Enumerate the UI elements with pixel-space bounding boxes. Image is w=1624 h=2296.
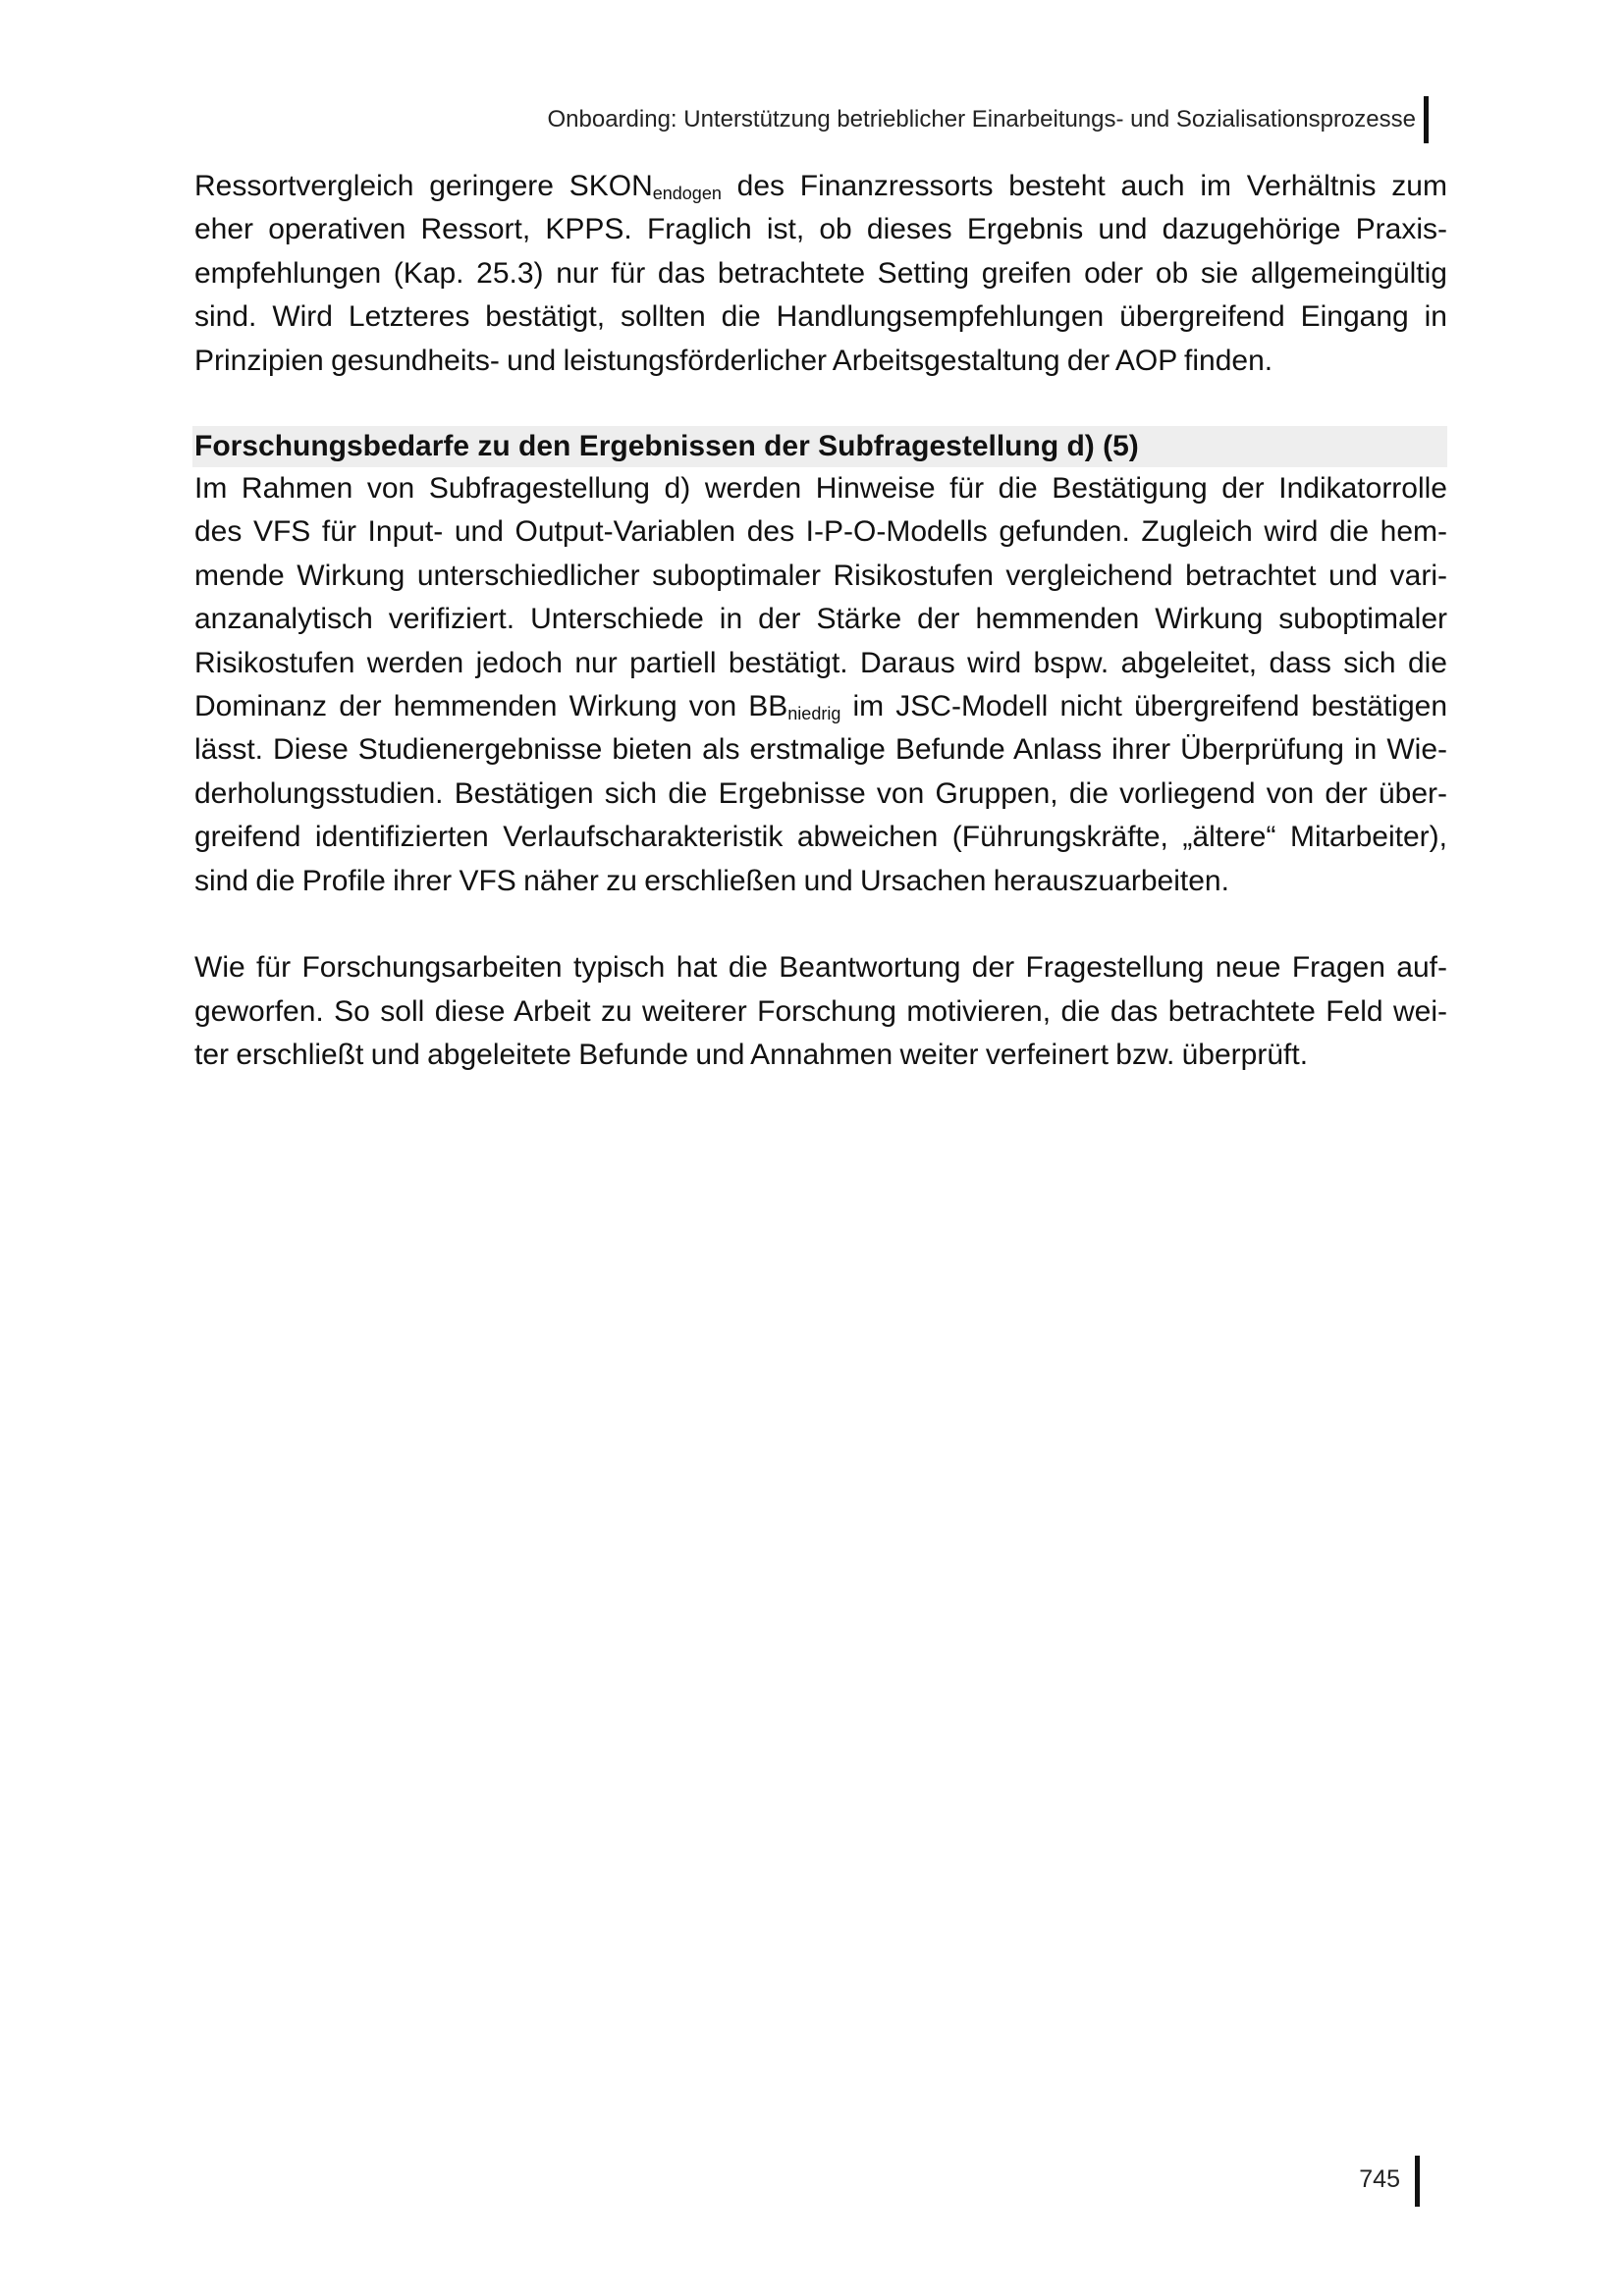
page-number: 745 (1359, 2165, 1400, 2193)
header-rule (1424, 96, 1429, 143)
text-line: derholungsstudien. Bestätigen sich die Ergebnisse von Gruppen, die vorliegend von der über- (194, 776, 1447, 810)
text-line: anzanalytisch verifiziert. Unterschiede in der Stärke der hemmenden Wirkung suboptimaler (194, 603, 1447, 636)
text-fragment: im JSC-Modell nicht übergreifend bestätigen (840, 690, 1447, 723)
subscript-endogen: endogen (652, 184, 722, 203)
text-line: des VFS für Input- und Output-Variablen des I-P-O-Modells gefunden. Zugleich wird die hem- (194, 515, 1447, 549)
text-line: sind die Profile ihrer VFS näher zu erschließen und Ursachen herauszuarbeiten. (194, 864, 1229, 897)
text-line: Wie für Forschungsarbeiten typisch hat die Beantwortung der Fragestellung neue Fragen auf- (194, 951, 1447, 985)
paragraph-forschungsarbeiten (194, 946, 1447, 1077)
paragraph-ressortvergleich (194, 165, 1447, 383)
text-line (194, 165, 1447, 208)
paragraph-spacer (194, 903, 1447, 946)
footer-rule (1415, 2156, 1420, 2207)
text-line: mende Wirkung unterschiedlicher suboptimaler Risikostufen vergleichend betrachtet und vari- (194, 559, 1447, 592)
text-line: geworfen. So soll diese Arbeit zu weiterer Forschung motivieren, die das betrachtete Feld wei- (194, 994, 1447, 1028)
text-line: empfehlungen (Kap. 25.3) nur für das betrachtete Setting greifen oder ob sie allgemeingültig (194, 256, 1447, 290)
text-line: Im Rahmen von Subfragestellung d) werden Hinweise für die Bestätigung der Indikatorrolle (194, 472, 1447, 506)
text-fragment: Ressortvergleich geringere SKON (194, 170, 653, 202)
text-fragment: Dominanz der hemmenden Wirkung von BB (194, 690, 788, 723)
running-header: Onboarding: Unterstützung betrieblicher Einarbeitungs- und Sozialisationsprozesse (547, 106, 1416, 133)
text-line: lässt. Diese Studienergebnisse bieten als erstmalige Befunde Anlass ihrer Überprüfung in Wie- (194, 733, 1447, 767)
subscript-niedrig: niedrig (787, 704, 841, 724)
text-line (194, 685, 1447, 728)
text-line: eher operativen Ressort, KPPS. Fraglich ist, ob dieses Ergebnis und dazugehörige Praxis- (194, 213, 1447, 246)
section-heading: Forschungsbedarfe zu den Ergebnissen der Subfragestellung d) (5) (192, 426, 1447, 467)
paragraph-subfragestellung-d (194, 467, 1447, 903)
text-line: Prinzipien gesundheits- und leistungsförderlicher Arbeitsgestaltung der AOP finden. (194, 344, 1273, 377)
text-line: greifend identifizierten Verlaufscharakteristik abweichen (Führungskräfte, „ältere“ Mitarbeiter), (194, 821, 1447, 854)
text-line: ter erschließt und abgeleitete Befunde und Annahmen weiter verfeinert bzw. überprüft. (194, 1038, 1309, 1071)
text-line: sind. Wird Letzteres bestätigt, sollten die Handlungsempfehlungen übergreifend Eingang in (194, 300, 1447, 334)
paragraph-spacer (194, 383, 1447, 426)
text-line: Risikostufen werden jedoch nur partiell bestätigt. Daraus wird bspw. abgeleitet, dass sich die (194, 646, 1447, 679)
page-body (194, 165, 1447, 1077)
text-fragment: des Finanzressorts besteht auch im Verhältnis zum (721, 170, 1447, 202)
